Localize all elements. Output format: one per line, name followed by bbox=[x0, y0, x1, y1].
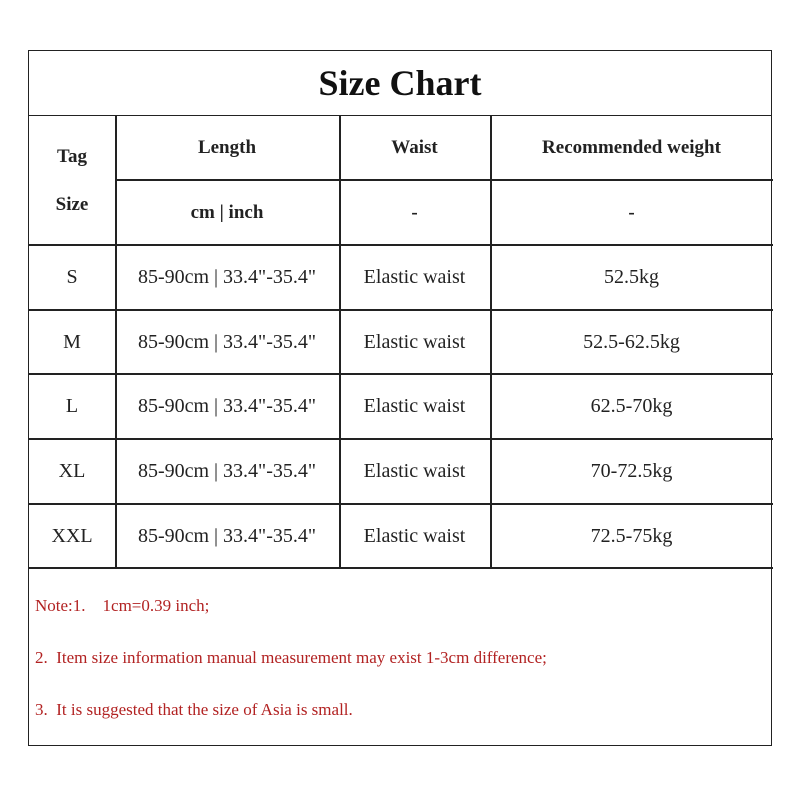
row-size: M bbox=[63, 330, 81, 353]
row-weight: 70-72.5kg bbox=[590, 459, 673, 482]
header-weight-unit: - bbox=[628, 201, 635, 223]
notes-section bbox=[29, 569, 771, 745]
header-length-unit: cm | inch bbox=[190, 201, 264, 223]
size-chart-table bbox=[28, 50, 772, 746]
size-grid bbox=[29, 115, 771, 569]
header-size: Size bbox=[55, 194, 89, 215]
header-length: Length bbox=[197, 137, 257, 158]
note-1: Note:1. 1cm=0.39 inch; bbox=[35, 596, 210, 615]
row-weight: 52.5kg bbox=[604, 265, 659, 288]
row-length: 85-90cm | 33.4"-35.4" bbox=[137, 524, 317, 547]
header-waist: Waist bbox=[391, 137, 438, 158]
row-length: 85-90cm | 33.4"-35.4" bbox=[137, 459, 317, 482]
row-size: L bbox=[65, 394, 79, 417]
row-waist: Elastic waist bbox=[363, 330, 466, 353]
row-weight: 72.5-75kg bbox=[590, 524, 673, 547]
row-waist: Elastic waist bbox=[363, 524, 466, 547]
note-2: 2. Item size information manual measurement may exist 1-3cm difference; bbox=[35, 648, 547, 667]
header-tag: Tag bbox=[57, 146, 87, 167]
row-waist: Elastic waist bbox=[363, 265, 466, 288]
note-3: 3. It is suggested that the size of Asia is small. bbox=[35, 700, 353, 719]
row-size: S bbox=[66, 265, 78, 288]
row-waist: Elastic waist bbox=[363, 459, 466, 482]
header-recommended-weight: Recommended weight bbox=[542, 137, 721, 158]
row-size: XXL bbox=[51, 524, 93, 547]
row-size: XL bbox=[58, 459, 86, 482]
chart-title: Size Chart bbox=[29, 51, 771, 116]
row-waist: Elastic waist bbox=[363, 394, 466, 417]
row-length: 85-90cm | 33.4"-35.4" bbox=[137, 330, 317, 353]
row-weight: 62.5-70kg bbox=[590, 394, 673, 417]
row-weight: 52.5-62.5kg bbox=[583, 330, 680, 353]
row-length: 85-90cm | 33.4"-35.4" bbox=[137, 265, 317, 288]
row-length: 85-90cm | 33.4"-35.4" bbox=[137, 394, 317, 417]
header-waist-unit: - bbox=[411, 201, 418, 223]
